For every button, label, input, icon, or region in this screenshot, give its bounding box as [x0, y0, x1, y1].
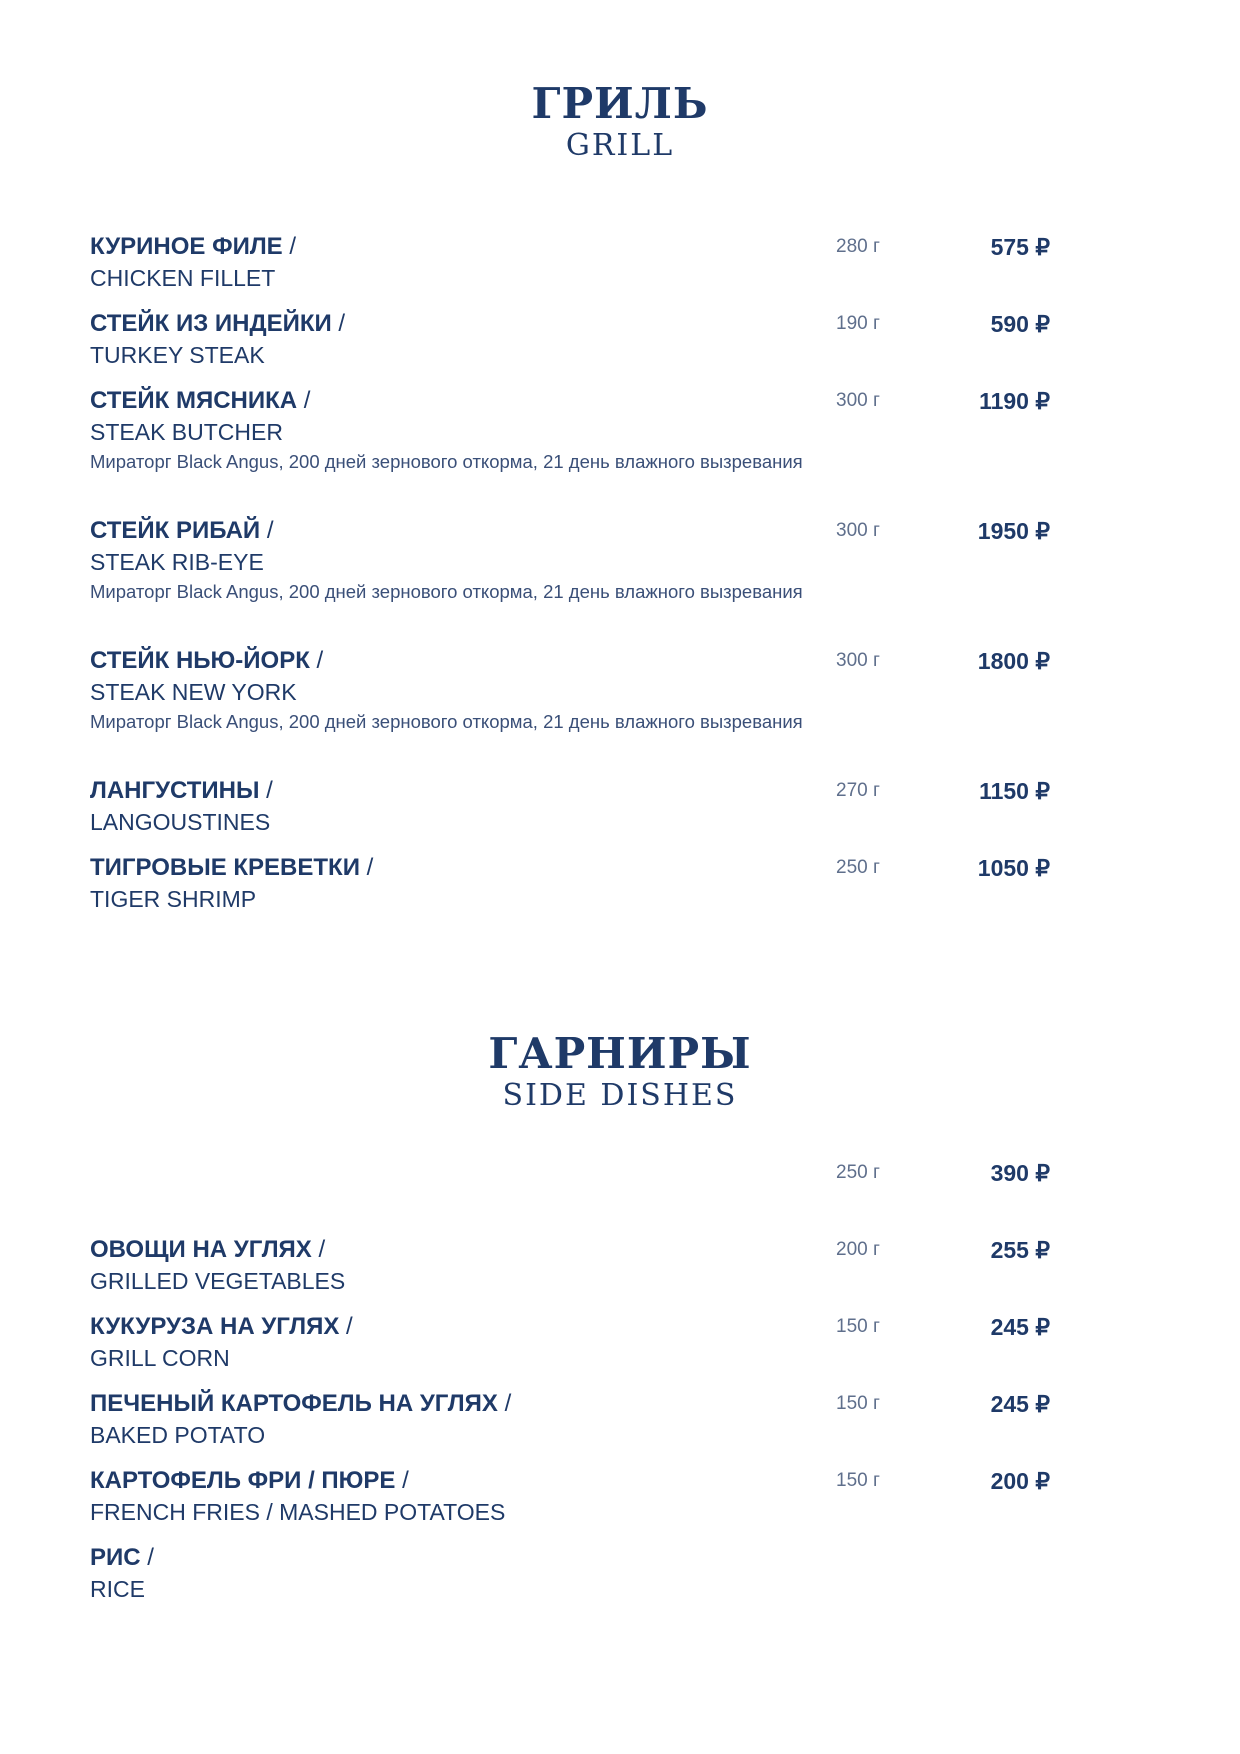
item-name-en: STEAK NEW YORK: [90, 679, 297, 705]
item-name-en: STEAK BUTCHER: [90, 419, 283, 445]
item-name-ru: СТЕЙК МЯСНИКА /: [90, 387, 311, 414]
item-weight: 190 г: [836, 313, 880, 334]
item-weight: 270 г: [836, 780, 880, 801]
item-name-ru: РИС /: [90, 1544, 154, 1571]
item-price: 1190 ₽: [979, 388, 1050, 414]
menu-item: [90, 1312, 1050, 1372]
item-name-en: GRILL CORN: [90, 1345, 230, 1371]
item-name-en: GRILLED VEGETABLES: [90, 1268, 346, 1294]
section-title-en: SIDE DISHES: [502, 1078, 738, 1113]
menu-item: [90, 853, 1050, 913]
item-name-ru: КУКУРУЗА НА УГЛЯХ /: [90, 1313, 353, 1340]
section-title-ru: ГАРНИРЫ: [488, 1029, 752, 1078]
menu-item: [90, 1158, 1050, 1218]
item-weight: 300 г: [836, 520, 880, 541]
menu-item: [90, 1543, 1050, 1603]
item-weight: 250 г: [836, 1162, 880, 1183]
item-name-en: TIGER SHRIMP: [90, 886, 257, 912]
item-name-en: STEAK RIB-EYE: [90, 549, 264, 575]
menu-item: [90, 1389, 1050, 1449]
section-header-sides: [0, 1030, 1240, 1114]
item-name-en: LANGOUSTINES: [90, 809, 271, 835]
menu-item: [90, 309, 1050, 369]
item-price: 1150 ₽: [979, 778, 1050, 804]
item-description: Мираторг Black Angus, 200 дней зернового откорма, 21 день влажного вызревания: [90, 451, 803, 472]
menu-item: [90, 646, 1050, 732]
menu-item: [90, 516, 1050, 602]
item-price: 1800 ₽: [977, 648, 1050, 674]
item-weight: 150 г: [836, 1316, 880, 1337]
section-header-grill: [0, 80, 1240, 164]
item-name-ru: СТЕЙК ИЗ ИНДЕЙКИ /: [90, 310, 346, 337]
item-weight: 280 г: [836, 236, 880, 257]
item-weight: 200 г: [836, 1239, 880, 1260]
item-name-ru: ПЕЧЕНЫЙ КАРТОФЕЛЬ НА УГЛЯХ /: [90, 1390, 512, 1417]
item-weight: 300 г: [836, 390, 880, 411]
item-name-ru: ЛАНГУСТИНЫ /: [90, 777, 273, 804]
item-price: 245 ₽: [990, 1391, 1050, 1417]
item-name-ru: КАРТОФЕЛЬ ФРИ / ПЮРЕ /: [90, 1467, 409, 1494]
item-description: Мираторг Black Angus, 200 дней зернового откорма, 21 день влажного вызревания: [90, 711, 803, 732]
item-price: 200 ₽: [990, 1468, 1050, 1494]
item-name-en: FRENCH FRIES / MASHED POTATOES: [90, 1499, 506, 1525]
item-weight: 150 г: [836, 1470, 880, 1491]
section-title-ru: ГРИЛЬ: [531, 79, 709, 128]
item-price: 255 ₽: [990, 1237, 1050, 1263]
menu-item: [90, 1466, 1050, 1526]
item-price: 390 ₽: [990, 1160, 1050, 1186]
item-name-en: TURKEY STEAK: [90, 342, 265, 368]
item-name-ru: ТИГРОВЫЕ КРЕВЕТКИ /: [90, 854, 374, 881]
item-price: 1950 ₽: [977, 518, 1050, 544]
item-weight: 250 г: [836, 857, 880, 878]
item-name-en: BAKED POTATO: [90, 1422, 266, 1448]
menu-item: [90, 232, 1050, 292]
item-price: 590 ₽: [990, 311, 1050, 337]
menu-item: [90, 386, 1050, 472]
item-description: Мираторг Black Angus, 200 дней зернового откорма, 21 день влажного вызревания: [90, 581, 803, 602]
item-name-en: CHICKEN FILLET: [90, 265, 276, 291]
item-price: 1050 ₽: [977, 855, 1050, 881]
menu-item: [90, 776, 1050, 836]
item-name-ru: ОВОЩИ НА УГЛЯХ /: [90, 1236, 326, 1263]
item-name-ru: СТЕЙК РИБАЙ /: [90, 517, 274, 544]
item-name-ru: КУРИНОЕ ФИЛЕ /: [90, 233, 297, 260]
item-name-ru: СТЕЙК НЬЮ-ЙОРК /: [90, 647, 324, 674]
menu-item: [90, 1235, 1050, 1295]
item-weight: 150 г: [836, 1393, 880, 1414]
item-weight: 300 г: [836, 650, 880, 671]
item-name-en: RICE: [90, 1576, 145, 1602]
item-price: 575 ₽: [990, 234, 1050, 260]
section-title-en: GRILL: [565, 128, 675, 163]
item-price: 245 ₽: [990, 1314, 1050, 1340]
